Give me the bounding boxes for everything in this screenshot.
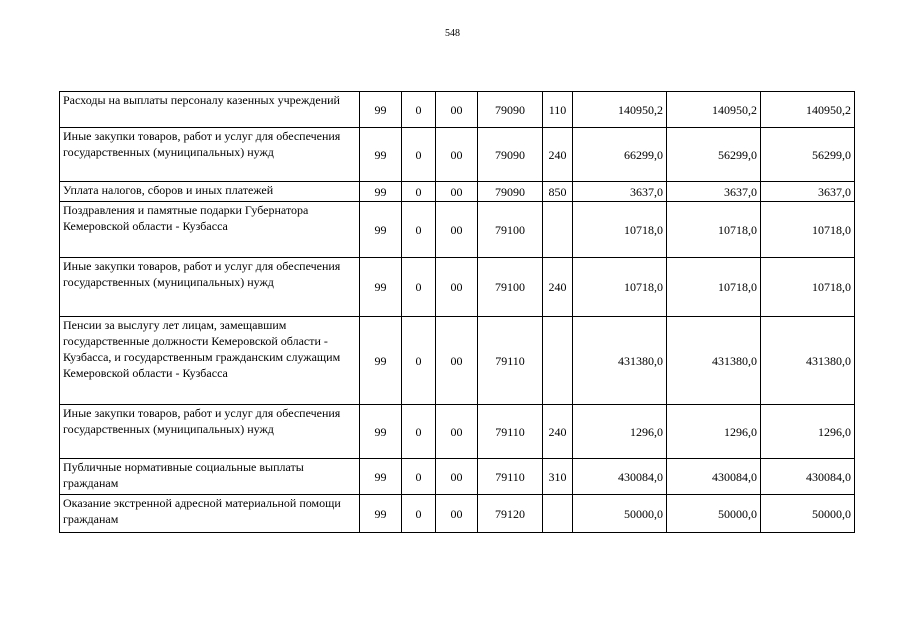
code-expense-type: 240: [543, 258, 573, 317]
amount-year-1: 430084,0: [573, 459, 667, 495]
code-program: 00: [436, 128, 478, 182]
code-target-item: 79090: [478, 128, 543, 182]
row-description: Иные закупки товаров, работ и услуг для обеспечения государственных (муниципальных) нужд: [60, 405, 360, 459]
amount-year-3: 50000,0: [761, 495, 855, 533]
amount-year-2: 1296,0: [667, 405, 761, 459]
amount-year-3: 140950,2: [761, 92, 855, 128]
amount-year-3: 10718,0: [761, 202, 855, 258]
code-program: 00: [436, 182, 478, 202]
code-expense-type: 240: [543, 405, 573, 459]
amount-year-3: 56299,0: [761, 128, 855, 182]
code-section: 99: [360, 92, 402, 128]
row-description: Иные закупки товаров, работ и услуг для обеспечения государственных (муниципальных) нужд: [60, 258, 360, 317]
row-description: Публичные нормативные социальные выплаты гражданам: [60, 459, 360, 495]
row-description: Оказание экстренной адресной материальной помощи гражданам: [60, 495, 360, 533]
code-subsection: 0: [402, 405, 436, 459]
code-section: 99: [360, 459, 402, 495]
code-program: 00: [436, 202, 478, 258]
row-description: Уплата налогов, сборов и иных платежей: [60, 182, 360, 202]
amount-year-2: 50000,0: [667, 495, 761, 533]
amount-year-3: 430084,0: [761, 459, 855, 495]
amount-year-1: 140950,2: [573, 92, 667, 128]
table-row: [60, 258, 855, 317]
code-target-item: 79110: [478, 317, 543, 405]
amount-year-3: 3637,0: [761, 182, 855, 202]
code-expense-type: 110: [543, 92, 573, 128]
amount-year-1: 10718,0: [573, 202, 667, 258]
code-expense-type: 240: [543, 128, 573, 182]
amount-year-2: 3637,0: [667, 182, 761, 202]
table-row: [60, 405, 855, 459]
code-expense-type: [543, 202, 573, 258]
code-section: 99: [360, 202, 402, 258]
code-program: 00: [436, 92, 478, 128]
amount-year-2: 56299,0: [667, 128, 761, 182]
code-section: 99: [360, 128, 402, 182]
code-expense-type: 310: [543, 459, 573, 495]
code-expense-type: [543, 495, 573, 533]
code-target-item: 79110: [478, 459, 543, 495]
code-section: 99: [360, 182, 402, 202]
table-row: [60, 128, 855, 182]
code-target-item: 79120: [478, 495, 543, 533]
code-subsection: 0: [402, 258, 436, 317]
amount-year-2: 430084,0: [667, 459, 761, 495]
code-expense-type: [543, 317, 573, 405]
row-description: Расходы на выплаты персоналу казенных учреждений: [60, 92, 360, 128]
code-subsection: 0: [402, 128, 436, 182]
code-program: 00: [436, 405, 478, 459]
code-subsection: 0: [402, 92, 436, 128]
code-section: 99: [360, 317, 402, 405]
code-target-item: 79100: [478, 258, 543, 317]
amount-year-2: 431380,0: [667, 317, 761, 405]
amount-year-3: 10718,0: [761, 258, 855, 317]
row-description: Пенсии за выслугу лет лицам, замещавшим государственные должности Кемеровской области - Кузбасса, и государственным гражданским служащим Кемеровской области - Кузбасса: [60, 317, 360, 405]
budget-table: [59, 91, 855, 533]
row-description: Поздравления и памятные подарки Губернатора Кемеровской области - Кузбасса: [60, 202, 360, 258]
code-program: 00: [436, 317, 478, 405]
table-row: [60, 182, 855, 202]
code-subsection: 0: [402, 317, 436, 405]
amount-year-1: 50000,0: [573, 495, 667, 533]
amount-year-3: 1296,0: [761, 405, 855, 459]
code-subsection: 0: [402, 182, 436, 202]
amount-year-1: 3637,0: [573, 182, 667, 202]
code-subsection: 0: [402, 459, 436, 495]
code-section: 99: [360, 258, 402, 317]
amount-year-2: 10718,0: [667, 258, 761, 317]
amount-year-2: 10718,0: [667, 202, 761, 258]
table-row: [60, 459, 855, 495]
code-expense-type: 850: [543, 182, 573, 202]
code-program: 00: [436, 495, 478, 533]
code-subsection: 0: [402, 202, 436, 258]
table-row: [60, 317, 855, 405]
code-target-item: 79090: [478, 182, 543, 202]
amount-year-1: 66299,0: [573, 128, 667, 182]
amount-year-1: 10718,0: [573, 258, 667, 317]
code-subsection: 0: [402, 495, 436, 533]
amount-year-1: 1296,0: [573, 405, 667, 459]
page-number: 548: [445, 28, 460, 39]
amount-year-2: 140950,2: [667, 92, 761, 128]
code-section: 99: [360, 405, 402, 459]
code-target-item: 79110: [478, 405, 543, 459]
code-target-item: 79090: [478, 92, 543, 128]
table-row: [60, 202, 855, 258]
code-section: 99: [360, 495, 402, 533]
table-row: [60, 92, 855, 128]
table-row: [60, 495, 855, 533]
code-target-item: 79100: [478, 202, 543, 258]
code-program: 00: [436, 258, 478, 317]
amount-year-3: 431380,0: [761, 317, 855, 405]
amount-year-1: 431380,0: [573, 317, 667, 405]
code-program: 00: [436, 459, 478, 495]
row-description: Иные закупки товаров, работ и услуг для обеспечения государственных (муниципальных) нужд: [60, 128, 360, 182]
